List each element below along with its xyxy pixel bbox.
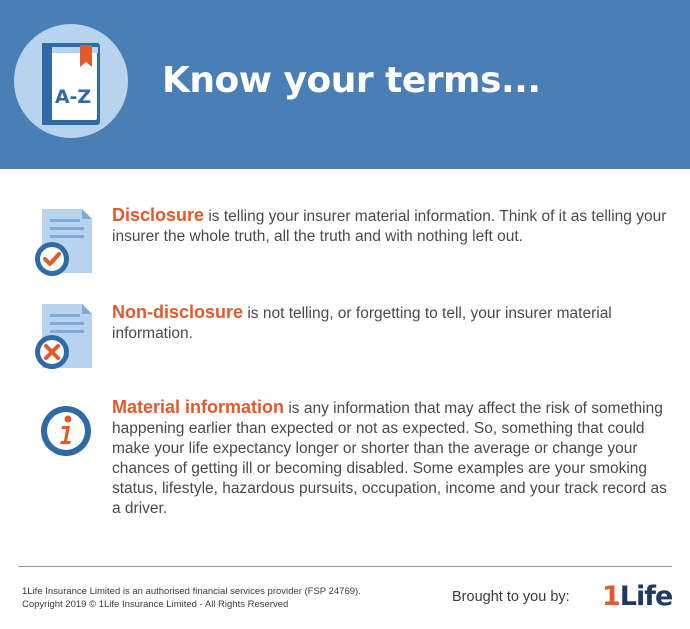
page-title: Know your terms... bbox=[162, 60, 541, 101]
term-name: Non-disclosure bbox=[112, 302, 244, 322]
book-az-icon bbox=[14, 23, 128, 139]
legal-line-fsp: 1Life Insurance Limited is an authorised financial services provider (FSP 24769). bbox=[22, 586, 361, 597]
logo-life: Life bbox=[619, 581, 673, 612]
logo-one: 1 bbox=[602, 581, 620, 612]
info-icon bbox=[38, 403, 94, 459]
svg-text:A-Z: A-Z bbox=[54, 86, 92, 108]
term-name: Disclosure bbox=[112, 205, 205, 225]
legal-line-copyright: Copyright 2019 © 1Life Insurance Limited - All Rights Reserved bbox=[22, 599, 289, 610]
document-cross-icon bbox=[30, 304, 96, 374]
term-body: is telling your insurer material information. Think of it as telling your insurer the whole truth, all the truth and with nothing left out. bbox=[112, 208, 667, 245]
term-name: Material information bbox=[112, 397, 285, 417]
legal-text bbox=[22, 585, 422, 611]
term-body: is any information that may affect the risk of something happening earlier than expected or not as expected. So, something that could make your life expectancy longer or shorter than the average or change your chances of getting ill or becoming disabled. Some examples are your smoking status, lifestyle, hazardous pursuits, occupation, income and your track record as a driver. bbox=[112, 400, 667, 517]
header-banner bbox=[0, 0, 690, 169]
footer-divider bbox=[18, 566, 672, 567]
term-body: is not telling, or forgetting to tell, your insurer material information. bbox=[112, 305, 612, 342]
brand-logo bbox=[602, 581, 672, 613]
term-description bbox=[112, 302, 668, 344]
term-description bbox=[112, 205, 668, 247]
brought-to-you-label: Brought to you by: bbox=[452, 589, 570, 605]
term-description bbox=[112, 397, 668, 519]
document-check-icon bbox=[30, 209, 96, 279]
